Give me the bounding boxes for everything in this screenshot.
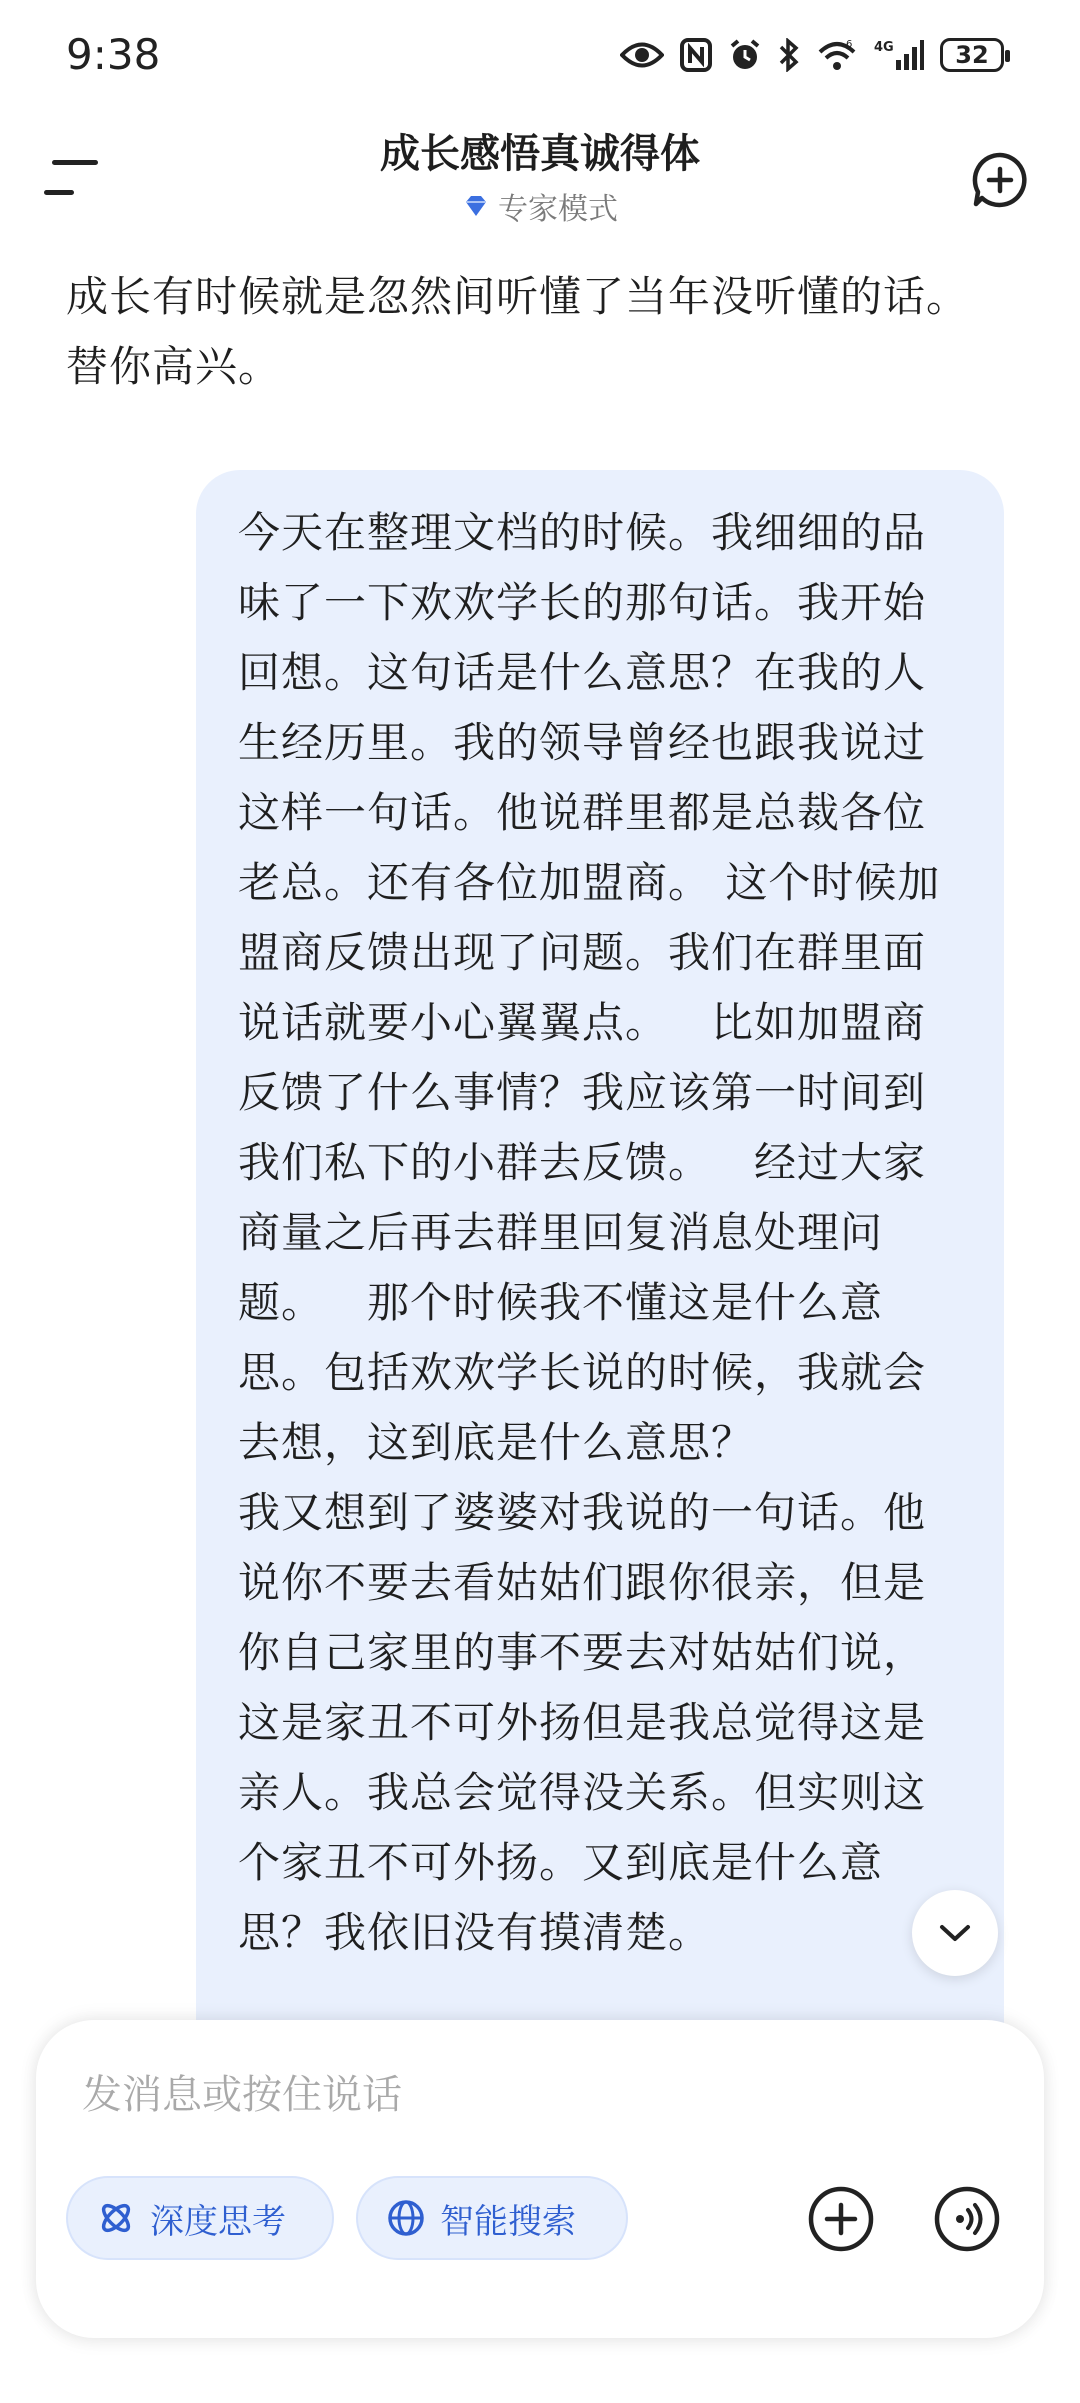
bluetooth-icon — [778, 38, 800, 72]
deep-think-label: 深度思考 — [150, 2201, 286, 2242]
globe-icon — [386, 2198, 426, 2238]
svg-text:4G: 4G — [874, 40, 894, 55]
user-message-text: 今天在整理文档的时候。我细细的品味了一下欢欢学长的那句话。我开始回想。这句话是什么意思？在我的人生经历里。我的领导曾经也跟我说过这样一句话。他说群里都是总裁各位老总。还有各位加盟商。 这个时候加盟商反馈出现了问题。我们在群里面说话就要小心翼翼点。 比如加盟商反馈了什么事情？我应该第一时间到我们私下的小群去反馈。 经过大家商量之后再去群里回复消息处理问题。 那个时候我不懂这是什么意思。包括欢欢学长说的时候，我就会去想，这到底是什么意思？ 我又想到了婆婆对我说的一句话。他说你不要去看姑姑们跟你很亲，但是你自己家里的事不要去对姑姑们说，这是家丑不可外扬但是我总觉得这是亲人。我总会觉得没关系。但实则这个家丑不可外扬。又到底是什么意思？我依旧没有摸清楚。 — [238, 508, 941, 1957]
status-bar — [0, 0, 1080, 110]
message-input[interactable] — [80, 2064, 984, 2126]
add-attachment-button[interactable] — [808, 2186, 874, 2252]
eye-icon — [620, 40, 664, 70]
title-area — [200, 126, 880, 228]
chat-title: 成长感悟真诚得体 — [380, 131, 700, 177]
user-message-bubble — [196, 470, 1004, 2070]
diamond-icon — [462, 192, 490, 220]
alarm-icon — [728, 38, 762, 72]
status-time: 9:38 — [66, 30, 161, 79]
new-chat-button[interactable] — [970, 150, 1030, 210]
wifi-icon — [816, 38, 858, 72]
web-search-label: 智能搜索 — [440, 2201, 576, 2242]
menu-icon-line — [44, 190, 74, 195]
assistant-message: 成长有时候就是忽然间听懂了当年没听懂的话。替你高兴。 — [66, 272, 970, 391]
scroll-to-bottom-button[interactable] — [912, 1890, 998, 1976]
battery-level: 32 — [955, 41, 989, 69]
svg-text:6: 6 — [846, 39, 853, 50]
signal-icon — [874, 38, 924, 72]
battery-icon — [940, 38, 1004, 72]
voice-icon — [934, 2186, 1000, 2252]
atom-icon — [96, 2198, 136, 2238]
mode-indicator[interactable] — [200, 184, 880, 228]
nfc-icon — [680, 38, 712, 72]
sidebar-menu-button[interactable] — [44, 160, 100, 204]
new-chat-icon — [970, 150, 1030, 210]
message-composer — [36, 2020, 1044, 2338]
web-search-toggle[interactable] — [356, 2176, 628, 2260]
deep-think-toggle[interactable] — [66, 2176, 334, 2260]
status-icons — [620, 30, 1004, 80]
chevron-down-icon — [938, 1923, 972, 1943]
chat-header — [0, 110, 1080, 240]
plus-circle-icon — [808, 2186, 874, 2252]
voice-call-button[interactable] — [934, 2186, 1000, 2252]
mode-label: 专家模式 — [498, 192, 618, 227]
menu-icon — [52, 160, 98, 165]
